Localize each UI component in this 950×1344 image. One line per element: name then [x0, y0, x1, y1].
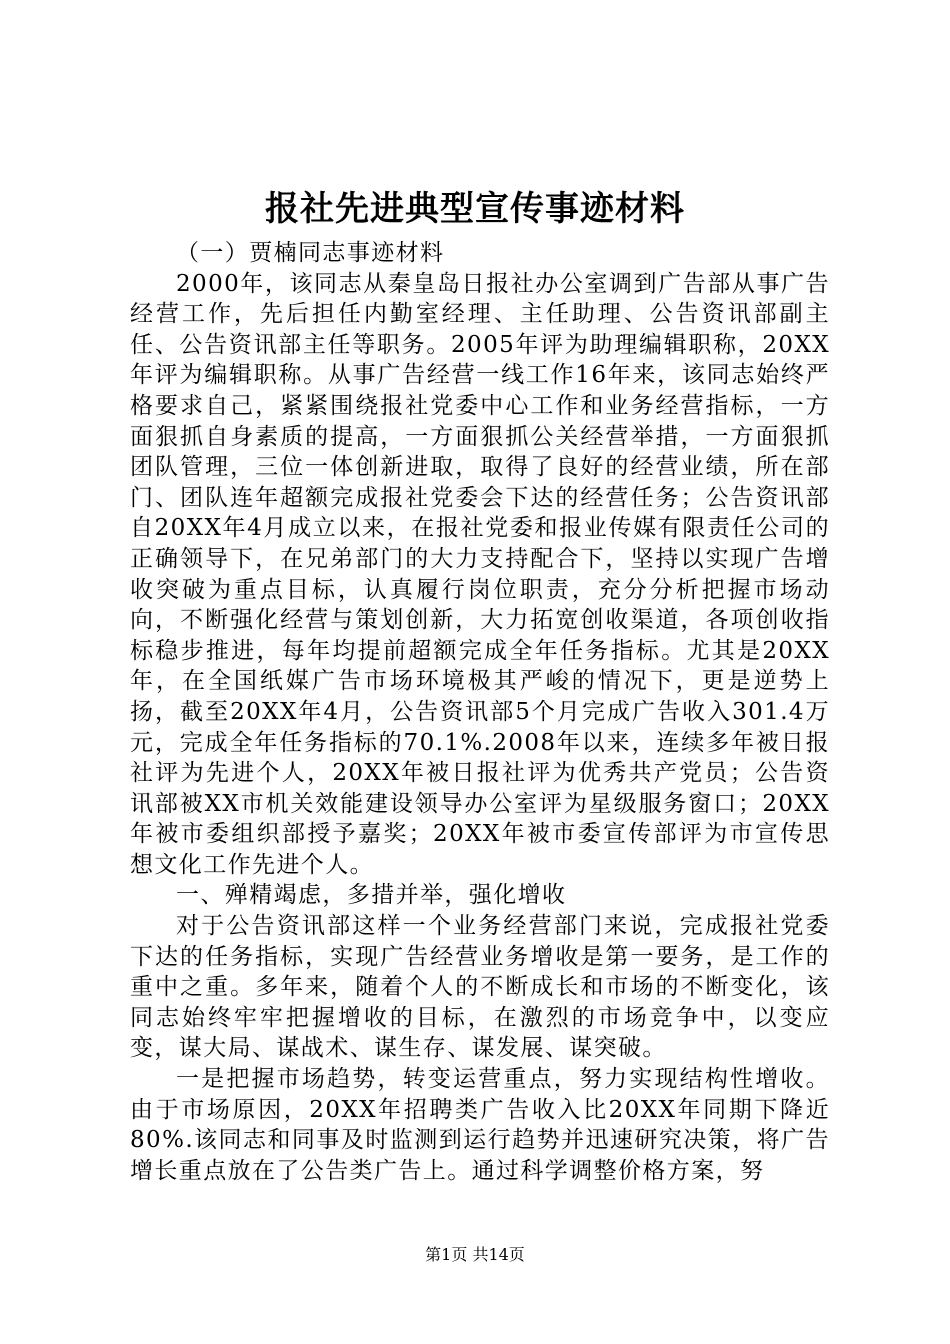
paragraph-section-body: 对于公告资讯部这样一个业务经营部门来说，完成报社党委下达的任务指标，实现广告经营业务增收是第一要务，是工作的重中之重。多年来，随着个人的不断成长和市场的不断变化，该同志始终牢牢把握增收的目标，在激烈的市场竞争中，以变应变，谋大局、谋战术、谋生存、谋发展、谋突破。 — [130, 913, 830, 1062]
paragraph-intro: 2000年，该同志从秦皇岛日报社办公室调到广告部从事广告经营工作，先后担任内勤室经理、主任助理、公告资讯部副主任、公告资讯部主任等职务。2005年评为助理编辑职称，20XX年评为编辑职称。从事广告经营一线工作16年来，该同志始终严格要求自己，紧紧围绕报社党委中心工作和业务经营指标，一方面狠抓自身素质的提高，一方面狠抓公关经营举措，一方面狠抓团队管理，三位一体创新进取，取得了良好的经营业绩，所在部门、团队连年超额完成报社党委会下达的经营任务；公告资讯部自20XX年4月成立以来，在报社党委和报业传媒有限责任公司的正确领导下，在兄弟部门的大力支持配合下，坚持以实现广告增收突破为重点目标，认真履行岗位职责，充分分析把握市场动向，不断强化经营与策划创新，大力拓宽创收渠道，各项创收指标稳步推进，每年均提前超额完成全年任务指标。尤其是20XX年，在全国纸媒广告市场环境极其严峻的情况下，更是逆势上扬，截至20XX年4月，公告资讯部5个月完成广告收入301.4万元，完成全年任务指标的70.1%.2008年以来，连续多年被日报社评为先进个人，20XX年被日报社评为优秀共产党员；公告资讯部被XX市机关效能建设领导办公室评为星级服务窗口；20XX年被市委组织部授予嘉奖；20XX年被市委宣传部评为市宣传思想文化工作先进个人。 — [130, 270, 830, 878]
page-footer: 第1页 共14页 — [425, 1245, 525, 1264]
document-title: 报社先进典型宣传事迹材料 — [265, 189, 685, 229]
paragraph-subtitle: （一）贾楠同志事迹材料 — [176, 240, 445, 266]
paragraph-point-one: 一是把握市场趋势，转变运营重点，努力实现结构性增收。由于市场原因，20XX年招聘类广告收入比20XX年同期下降近80%.该同志和同事及时监测到运行趋势并迅速研究决策，将广告增长重点放在了公告类广告上。通过科学调整价格方案，努 — [130, 1066, 830, 1184]
paragraph-section-heading: 一、殚精竭虑，多措并举，强化增收 — [176, 882, 567, 909]
document-body — [130, 238, 830, 1186]
